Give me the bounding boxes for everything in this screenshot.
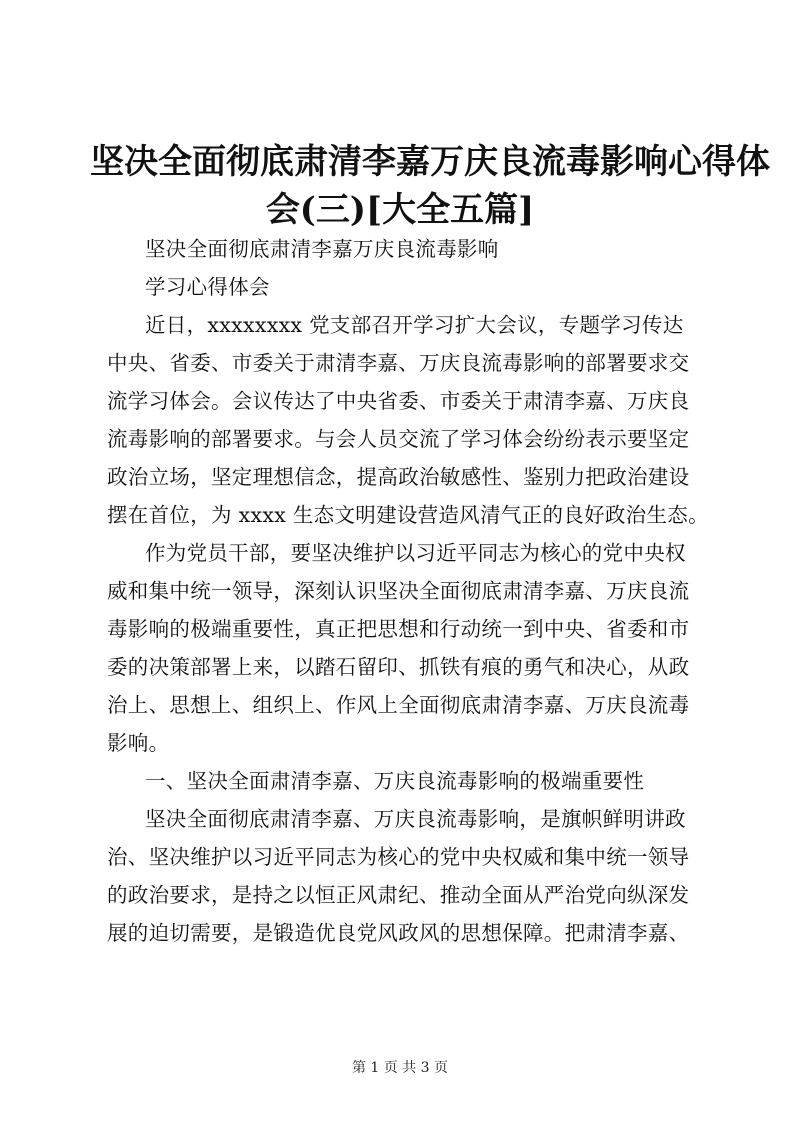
body-paragraph xyxy=(107,306,707,534)
body-paragraph xyxy=(107,800,707,952)
text-line: 流毒影响的部署要求。与会人员交流了学习体会纷纷表示要坚定 xyxy=(107,427,690,451)
text-line: 威和集中统一领导，深刻认识坚决全面彻底肃清李嘉、万庆良流 xyxy=(107,579,690,603)
text-line: 影响。 xyxy=(107,731,170,755)
text-line: 学习心得体会 xyxy=(145,275,270,299)
text-line: 摆在首位，为 xxxx 生态文明建设营造风清气正的良好政治生态。 xyxy=(107,503,709,527)
text-line: 作为党员干部，要坚决维护以习近平同志为核心的党中央权 xyxy=(145,541,686,565)
text-line: 治、坚决维护以习近平同志为核心的党中央权威和集中统一领导 xyxy=(107,845,690,869)
document-body xyxy=(107,230,707,952)
text-line: 坚决全面彻底肃清李嘉万庆良流毒影响 xyxy=(145,237,499,261)
subtitle-paragraph xyxy=(107,268,707,306)
text-line: 治上、思想上、组织上、作风上全面彻底肃清李嘉、万庆良流毒 xyxy=(107,693,690,717)
body-paragraph xyxy=(107,534,707,762)
text-line: 流学习体会。会议传达了中央省委、市委关于肃清李嘉、万庆良 xyxy=(107,389,690,413)
text-line: 毒影响的极端重要性，真正把思想和行动统一到中央、省委和市 xyxy=(107,617,690,641)
document-title xyxy=(90,138,770,234)
title-line-2: 会(三)[大全五篇] xyxy=(265,190,535,230)
text-line: 中央、省委、市委关于肃清李嘉、万庆良流毒影响的部署要求交 xyxy=(107,351,690,375)
text-line: 的政治要求，是持之以恒正风肃纪、推动全面从严治党向纵深发 xyxy=(107,883,690,907)
text-line: 一、坚决全面肃清李嘉、万庆良流毒影响的极端重要性 xyxy=(145,769,645,793)
text-line: 展的迫切需要，是锻造优良党风政风的思想保障。把肃清李嘉、 xyxy=(107,921,690,945)
text-line: 委的决策部署上来，以踏石留印、抓铁有痕的勇气和决心，从政 xyxy=(107,655,690,679)
text-line: 坚决全面彻底肃清李嘉、万庆良流毒影响，是旗帜鲜明讲政 xyxy=(145,807,686,831)
section-heading xyxy=(107,762,707,800)
text-line: 近日，xxxxxxxx 党支部召开学习扩大会议，专题学习传达 xyxy=(145,313,684,337)
title-line-1: 坚决全面彻底肃清李嘉万庆良流毒影响心得体 xyxy=(90,142,770,182)
page-footer: 第 1 页 共 3 页 xyxy=(351,1060,449,1076)
subtitle-paragraph xyxy=(107,230,707,268)
text-line: 政治立场，坚定理想信念，提高政治敏感性、鉴别力把政治建设 xyxy=(107,465,690,489)
